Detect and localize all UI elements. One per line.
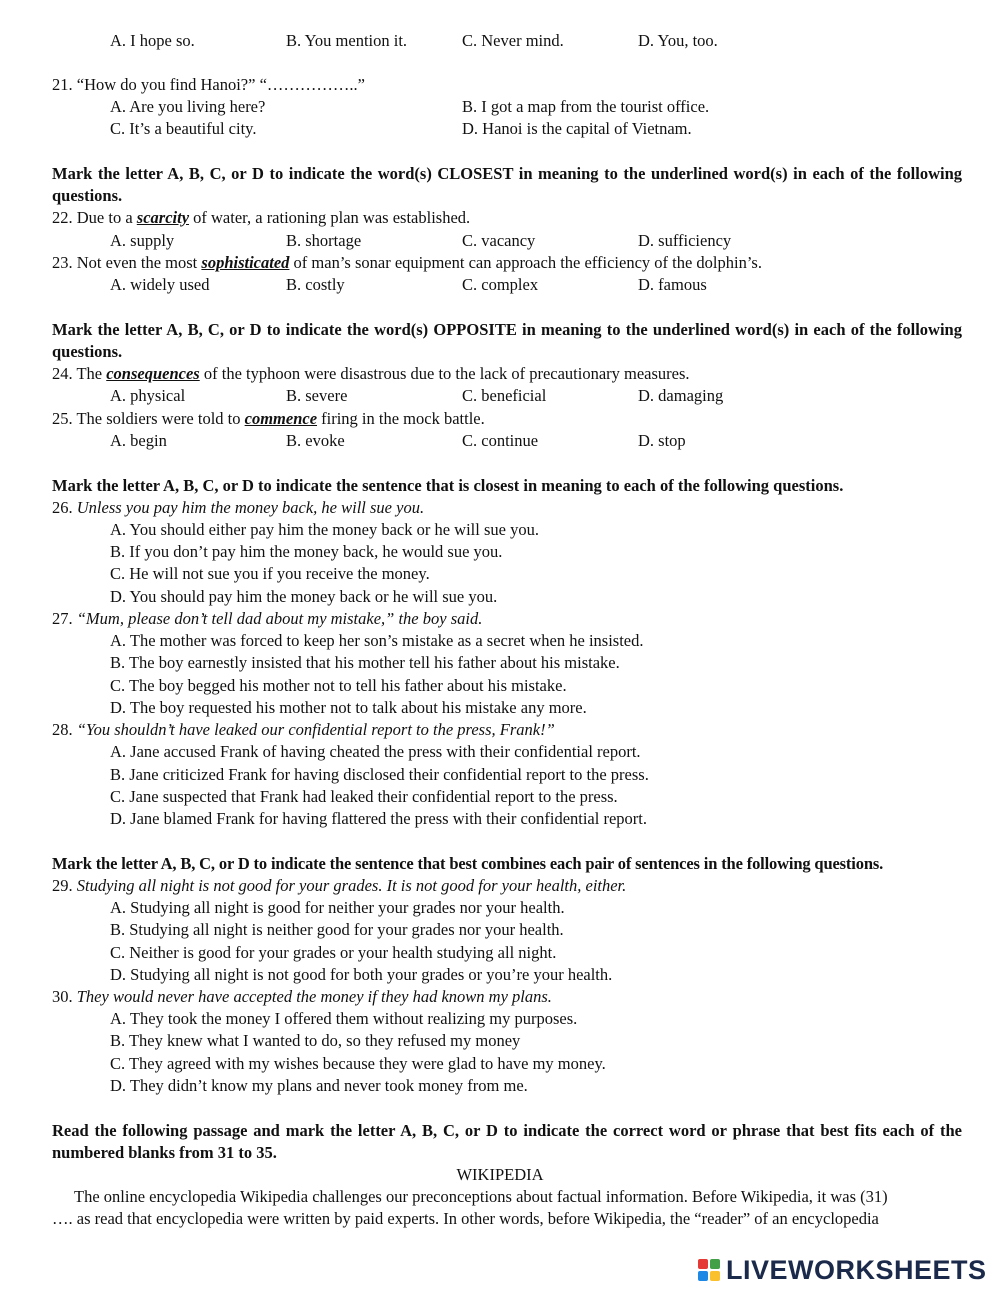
q24-stem bbox=[52, 364, 690, 384]
q30-option-c[interactable]: C. They agreed with my wishes because they were glad to have my money. bbox=[110, 1054, 606, 1073]
q30-option-d[interactable]: D. They didn’t know my plans and never took money from me. bbox=[110, 1076, 528, 1095]
q27-number: 27. bbox=[52, 609, 77, 628]
instruction-closest: Mark the letter A, B, C, or D to indicate the word(s) CLOSEST in meaning to the underlined word(s) in each of the following questions. bbox=[52, 164, 962, 205]
q26-option-d[interactable]: D. You should pay him the money back or he will sue you. bbox=[110, 587, 498, 606]
q26-stem bbox=[52, 498, 424, 518]
q24-keyword: consequences bbox=[106, 364, 200, 383]
q22-option-d[interactable]: D. sufficiency bbox=[638, 231, 732, 250]
liveworksheets-logo-text: LIVEWORKSHEETS bbox=[726, 1254, 987, 1285]
q23-option-d[interactable]: D. famous bbox=[638, 275, 707, 294]
q23-option-c[interactable]: C. complex bbox=[462, 275, 539, 294]
q25-option-d[interactable]: D. stop bbox=[638, 431, 686, 450]
q23-stem-post: of man’s sonar equipment can approach the efficiency of the dolphin’s. bbox=[289, 253, 762, 272]
q22-stem-pre: 22. Due to a bbox=[52, 208, 137, 227]
q29-option-c[interactable]: C. Neither is good for your grades or your health studying all night. bbox=[110, 943, 557, 962]
instruction-combine: Mark the letter A, B, C, or D to indicate the sentence that best combines each pair of sentences in the following questions. bbox=[52, 854, 884, 873]
q23-stem bbox=[52, 253, 762, 273]
q27-option-c[interactable]: C. The boy begged his mother not to tell his father about his mistake. bbox=[110, 676, 567, 695]
q24-stem-pre: 24. The bbox=[52, 364, 107, 383]
q27-option-a[interactable]: A. The mother was forced to keep her son’s mistake as a secret when he insisted. bbox=[110, 631, 644, 650]
passage-title: WIKIPEDIA bbox=[456, 1165, 544, 1184]
q24-option-c[interactable]: C. beneficial bbox=[462, 386, 547, 405]
passage-line-2: …. as read that encyclopedia were written by paid experts. In other words, before Wikipedia, the “reader” of an encyclopedia bbox=[52, 1209, 879, 1228]
q28-number: 28. bbox=[52, 720, 77, 739]
passage-line-1: The online encyclopedia Wikipedia challenges our preconceptions about factual information. Before Wikipedia, it was (31) bbox=[74, 1187, 888, 1206]
instruction-opposite: Mark the letter A, B, C, or D to indicate the word(s) OPPOSITE in meaning to the underlined word(s) in each of the following questions. bbox=[52, 320, 962, 361]
q21-stem: 21. “How do you find Hanoi?” “……………..” bbox=[52, 75, 365, 94]
logo-square-red bbox=[698, 1259, 708, 1269]
q29-option-a[interactable]: A. Studying all night is good for neither your grades nor your health. bbox=[110, 898, 565, 917]
q28-sentence: “You shouldn’t have leaked our confidential report to the press, Frank!” bbox=[76, 720, 555, 739]
q26-option-a[interactable]: A. You should either pay him the money back or he will sue you. bbox=[110, 520, 539, 539]
q30-option-a[interactable]: A. They took the money I offered them without realizing my purposes. bbox=[110, 1009, 578, 1028]
q25-option-a[interactable]: A. begin bbox=[110, 431, 167, 450]
q28-option-b[interactable]: B. Jane criticized Frank for having disclosed their confidential report to the press. bbox=[110, 765, 649, 784]
liveworksheets-logo bbox=[698, 1255, 987, 1285]
q26-option-b[interactable]: B. If you don’t pay him the money back, he would sue you. bbox=[110, 542, 503, 561]
q25-stem bbox=[52, 409, 485, 429]
q24-stem-post: of the typhoon were disastrous due to the lack of precautionary measures. bbox=[199, 364, 690, 383]
q27-stem bbox=[52, 609, 482, 629]
q21-option-d[interactable]: D. Hanoi is the capital of Vietnam. bbox=[462, 119, 692, 138]
q29-option-b[interactable]: B. Studying all night is neither good for your grades nor your health. bbox=[110, 920, 564, 939]
logo-square-yellow bbox=[710, 1271, 720, 1281]
q29-stem bbox=[52, 876, 626, 896]
q22-option-c[interactable]: C. vacancy bbox=[462, 231, 536, 250]
q24-option-d[interactable]: D. damaging bbox=[638, 386, 724, 405]
q30-option-b[interactable]: B. They knew what I wanted to do, so they refused my money bbox=[110, 1031, 521, 1050]
q22-option-a[interactable]: A. supply bbox=[110, 231, 175, 250]
q20-option-a[interactable]: A. I hope so. bbox=[110, 31, 195, 50]
q30-sentence: They would never have accepted the money if they had known my plans. bbox=[76, 987, 552, 1006]
q29-sentence: Studying all night is not good for your grades. It is not good for your health, either. bbox=[76, 876, 627, 895]
q25-stem-post: firing in the mock battle. bbox=[317, 409, 485, 428]
q26-option-c[interactable]: C. He will not sue you if you receive the money. bbox=[110, 564, 430, 583]
q24-option-b[interactable]: B. severe bbox=[286, 386, 348, 405]
q30-number: 30. bbox=[52, 987, 77, 1006]
q28-stem bbox=[52, 720, 555, 740]
q27-option-d[interactable]: D. The boy requested his mother not to talk about his mistake any more. bbox=[110, 698, 587, 717]
q22-stem-post: of water, a rationing plan was established. bbox=[189, 208, 471, 227]
liveworksheets-logo-icon bbox=[698, 1259, 720, 1281]
q23-option-b[interactable]: B. costly bbox=[286, 275, 345, 294]
q22-keyword: scarcity bbox=[136, 208, 190, 227]
q22-option-b[interactable]: B. shortage bbox=[286, 231, 362, 250]
q20-option-c[interactable]: C. Never mind. bbox=[462, 31, 564, 50]
q26-sentence: Unless you pay him the money back, he will sue you. bbox=[76, 498, 425, 517]
q21-option-c[interactable]: C. It’s a beautiful city. bbox=[110, 119, 257, 138]
q24-option-a[interactable]: A. physical bbox=[110, 386, 186, 405]
q21-option-a[interactable]: A. Are you living here? bbox=[110, 97, 266, 116]
q27-sentence: “Mum, please don’t tell dad about my mistake,” the boy said. bbox=[76, 609, 483, 628]
q22-stem bbox=[52, 208, 470, 228]
q23-stem-pre: 23. Not even the most bbox=[52, 253, 202, 272]
q20-option-d[interactable]: D. You, too. bbox=[638, 31, 718, 50]
instruction-passage: Read the following passage and mark the letter A, B, C, or D to indicate the correct word or phrase that best fits each of the numbered blanks from 31 to 35. bbox=[52, 1121, 962, 1162]
q25-stem-pre: 25. The soldiers were told to bbox=[52, 409, 245, 428]
q27-option-b[interactable]: B. The boy earnestly insisted that his mother tell his father about his mistake. bbox=[110, 653, 620, 672]
q25-keyword: commence bbox=[244, 409, 318, 428]
logo-square-green bbox=[710, 1259, 720, 1269]
q26-number: 26. bbox=[52, 498, 77, 517]
q28-option-a[interactable]: A. Jane accused Frank of having cheated the press with their confidential report. bbox=[110, 742, 641, 761]
instruction-sentence: Mark the letter A, B, C, or D to indicate the sentence that is closest in meaning to each of the following questions. bbox=[52, 476, 844, 495]
q23-option-a[interactable]: A. widely used bbox=[110, 275, 210, 294]
q29-number: 29. bbox=[52, 876, 77, 895]
q25-option-c[interactable]: C. continue bbox=[462, 431, 539, 450]
q29-option-d[interactable]: D. Studying all night is not good for both your grades or you’re your health. bbox=[110, 965, 613, 984]
q20-option-b[interactable]: B. You mention it. bbox=[286, 31, 408, 50]
q25-option-b[interactable]: B. evoke bbox=[286, 431, 345, 450]
q21-option-b[interactable]: B. I got a map from the tourist office. bbox=[462, 97, 710, 116]
q23-keyword: sophisticated bbox=[201, 253, 290, 272]
logo-square-blue bbox=[698, 1271, 708, 1281]
q28-option-d[interactable]: D. Jane blamed Frank for having flattered the press with their confidential report. bbox=[110, 809, 647, 828]
q28-option-c[interactable]: C. Jane suspected that Frank had leaked their confidential report to the press. bbox=[110, 787, 618, 806]
q30-stem bbox=[52, 987, 552, 1007]
